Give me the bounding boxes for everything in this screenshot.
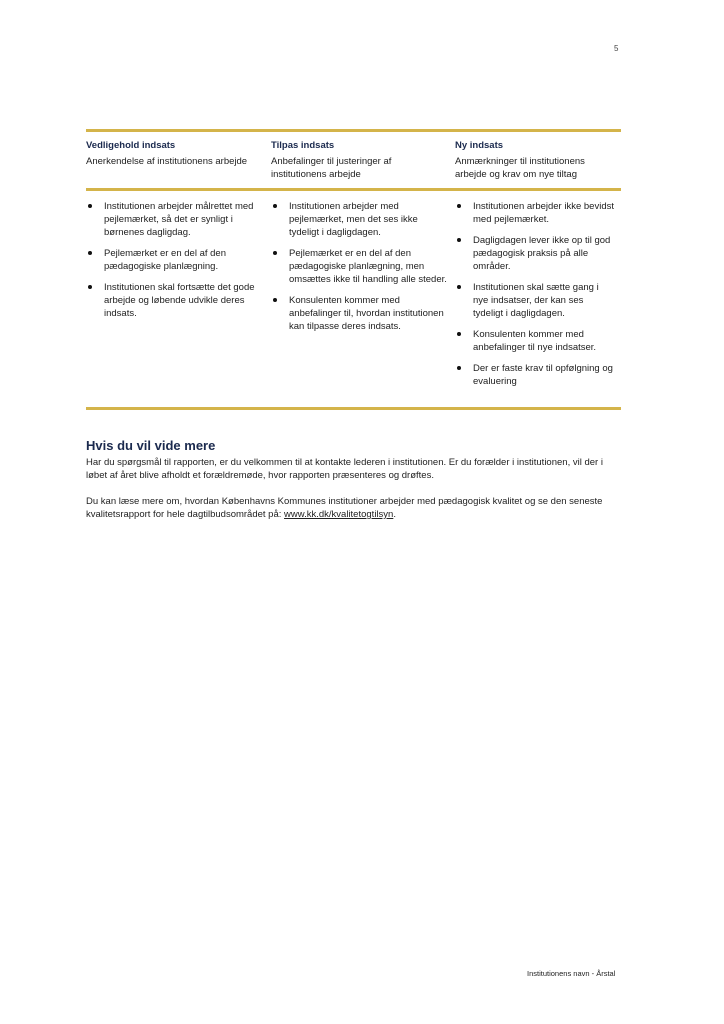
list-item: [86, 281, 271, 320]
list-item: [455, 281, 621, 320]
contact-paragraph: Har du spørgsmål til rapporten, er du velkommen til at kontakte lederen i institutionen. Er du forælder i institutionen, vil der i løbet af året blive afholdt et forældremøde, hvor rapporten præsenteres og drøftes.: [86, 457, 603, 481]
column-subtitle: Anbefalinger til justeringer af institutionens arbejde: [271, 156, 392, 180]
bullet-list: [271, 200, 455, 333]
bullet-icon: [457, 366, 461, 370]
header-col-maintain: [86, 140, 271, 181]
list-item: [271, 200, 455, 239]
list-item-text: Der er faste krav til opfølgning og evaluering: [473, 363, 613, 387]
bullet-icon: [273, 204, 277, 208]
header-col-new: [455, 140, 621, 181]
bullet-list: [86, 200, 271, 320]
column-title: Vedligehold indsats: [86, 140, 176, 151]
column-title: Ny indsats: [455, 140, 504, 151]
section-heading: Hvis du vil vide mere: [86, 438, 216, 453]
more-info-section: [86, 438, 626, 534]
list-item: [455, 362, 621, 388]
read-more-text: Du kan læse mere om, hvordan Københavns Kommunes institutioner arbejder med pædagogisk kvalitet og se den seneste kvalitetsrapport for hele dagtilbudsområdet på:: [86, 496, 603, 520]
list-item: [455, 200, 621, 226]
list-item: [455, 328, 621, 354]
bullet-icon: [88, 204, 92, 208]
list-item-text: Konsulenten kommer med anbefalinger til, hvordan institutionen kan tilpasse deres indsats.: [289, 295, 444, 332]
bullet-icon: [457, 332, 461, 336]
column-subtitle: Anmærkninger til institutionens arbejde og krav om nye tiltag: [455, 156, 585, 180]
list-item: [86, 247, 271, 273]
read-more-paragraph: [86, 495, 626, 521]
list-item: [271, 247, 455, 286]
list-item-text: Institutionen arbejder ikke bevidst med pejlemærket.: [473, 201, 614, 225]
header-col-adjust: [271, 140, 455, 181]
bullet-icon: [88, 285, 92, 289]
bullet-icon: [273, 298, 277, 302]
body-col-maintain: [86, 200, 271, 396]
body-col-new: [455, 200, 621, 396]
bottom-rule: [86, 407, 621, 410]
body-col-adjust: [271, 200, 455, 396]
assessment-table: [86, 129, 621, 410]
bullet-icon: [88, 251, 92, 255]
list-item-text: Pejlemærket er en del af den pædagogiske planlægning.: [104, 248, 226, 272]
column-subtitle: Anerkendelse af institutionens arbejde: [86, 156, 248, 167]
kvalitet-link[interactable]: www.kk.dk/kvalitetogtilsyn: [284, 509, 394, 520]
list-item: [271, 294, 455, 333]
list-item: [455, 234, 621, 273]
footer-text: Institutionens navn - Årstal: [527, 969, 616, 978]
list-item: [86, 200, 271, 239]
bullet-icon: [457, 285, 461, 289]
column-title: Tilpas indsats: [271, 140, 335, 151]
list-item-text: Konsulenten kommer med anbefalinger til nye indsatser.: [473, 329, 597, 353]
page-number: 5: [614, 44, 619, 53]
list-item-text: Institutionen arbejder målrettet med pejlemærket, så det er synligt i børnenes dagligdag.: [104, 201, 254, 238]
list-item-text: Dagligdagen lever ikke op til god pædagogisk praksis på alle områder.: [473, 235, 611, 272]
list-item-text: Institutionen skal sætte gang i nye indsatser, der kan ses tydeligt i dagligdagen.: [473, 282, 599, 319]
bullet-icon: [457, 204, 461, 208]
table-body-row: [86, 191, 621, 407]
list-item-text: Institutionen skal fortsætte det gode arbejde og løbende udvikle deres indsats.: [104, 282, 255, 319]
table-header-row: [86, 132, 621, 188]
read-more-suffix: .: [393, 509, 396, 520]
bullet-icon: [457, 238, 461, 242]
bullet-list: [455, 200, 621, 388]
list-item-text: Institutionen arbejder med pejlemærket, men det ses ikke tydeligt i dagligdagen.: [289, 201, 418, 238]
list-item-text: Pejlemærket er en del af den pædagogiske planlægning, men omsættes ikke til handling alle steder.: [289, 248, 447, 285]
bullet-icon: [273, 251, 277, 255]
